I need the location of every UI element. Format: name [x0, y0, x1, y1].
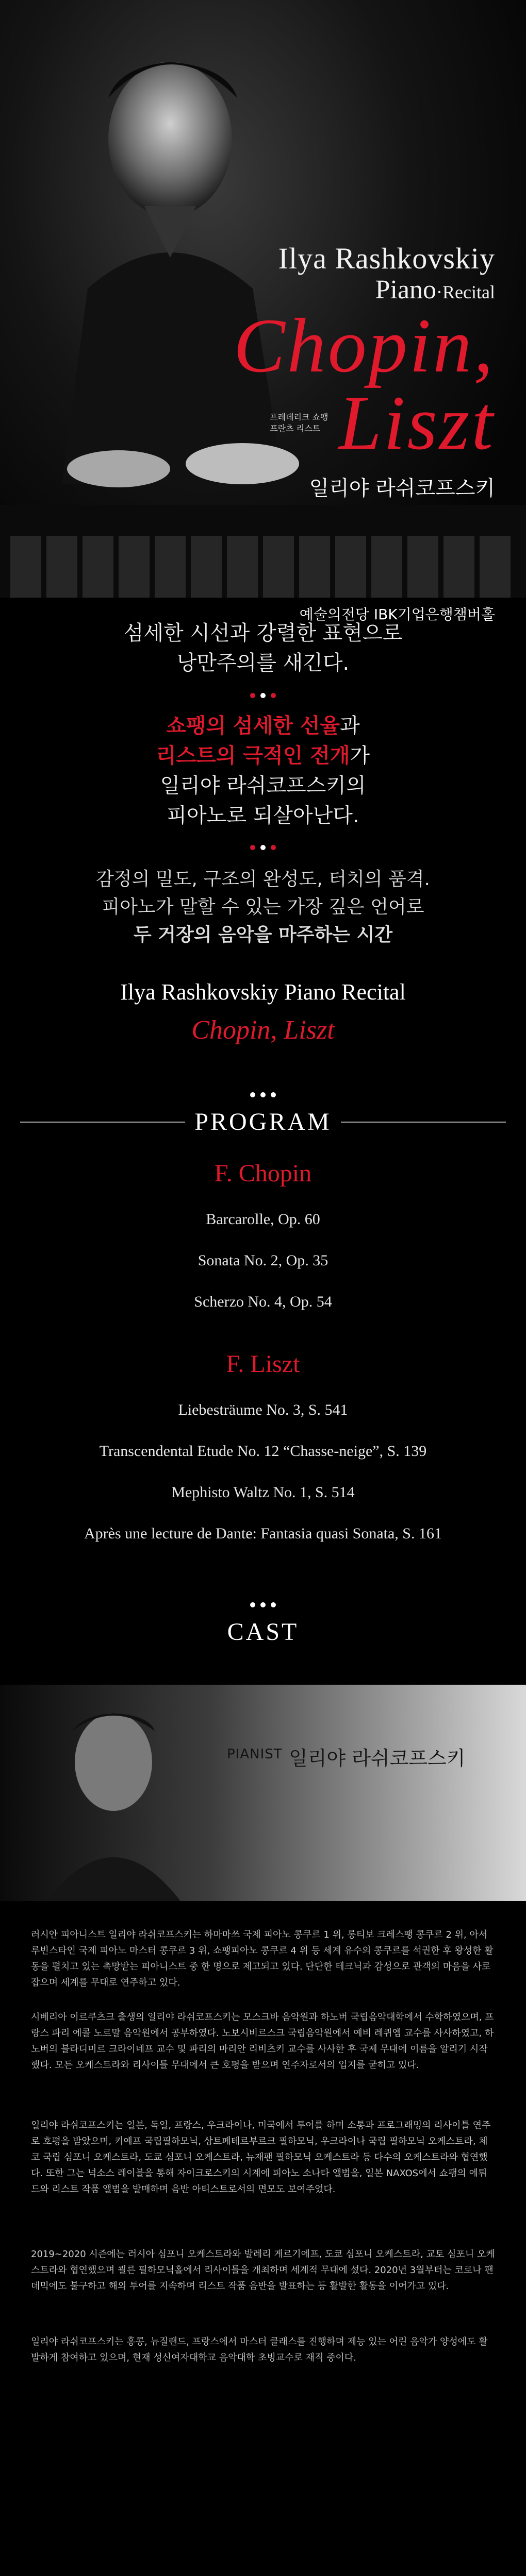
hero-venue: 예술의전당 IBK기업은행챔버홀: [299, 606, 495, 623]
cast-heading: [0, 1618, 526, 1646]
program-dots: [0, 1092, 526, 1097]
hero-name-en: Ilya Rashkovskiy: [278, 242, 495, 275]
hero-piano: Piano: [375, 275, 437, 304]
cast-pianist-name: 일리야 라쉬코프스키: [289, 1747, 466, 1770]
piano-keys-image: [0, 505, 526, 598]
recital-subtitle: Chopin, Liszt: [191, 1015, 335, 1045]
dot-icon: [271, 1602, 276, 1607]
intro-line-9: 두 거장의 음악을 마주하는 시간: [133, 924, 393, 945]
bio-paragraph: 시베리아 이르쿠츠크 출생의 일리야 라쉬코프스키는 모스크바 음악원과 하노버 국립음악대학에서 수학하였으며, 프랑스 파리 에콜 노르말 음악원에서 공부하였다. 노보시비르스크 국립음악원에서 예비 레퀴엠 교수를 사사하였고, 하노버의 블라디미르 크라이네프 교수 및 파리의 마리안 리비츠키 교수를 사사한 후 국제 무대에 이름을 알리기 시작했다. 모든 오케스트라와 리사이틀 무대에서 큰 호평을 받으며 연주자로서의 입지를 굳히고 있다.: [31, 2012, 494, 2071]
program-piece: Sonata No. 2, Op. 35: [198, 1252, 328, 1269]
divider-line: [341, 1122, 506, 1123]
dot-icon: [271, 1092, 276, 1097]
cast-role-label: PIANIST: [227, 1747, 283, 1762]
intro-liszt-red: 리스트의 극적인 전개: [156, 744, 350, 768]
recital-title: Ilya Rashkovskiy Piano Recital: [120, 979, 406, 1005]
intro-block-2: [0, 711, 526, 831]
hero-recital: Recital: [442, 282, 495, 302]
hero-section: [0, 0, 526, 623]
intro-block-3: [0, 866, 526, 949]
intro-line-6: 피아노로 되살아난다.: [167, 804, 359, 827]
intro-line-1: 섬세한 시선과 강렬한 표현으로: [123, 621, 403, 645]
dot-icon: [250, 1602, 255, 1607]
dot-icon: [260, 1602, 266, 1607]
composer-liszt: F. Liszt: [226, 1350, 300, 1378]
divider-line: [20, 1122, 185, 1123]
dot-icon: [260, 693, 266, 698]
hero-composers-kr: [270, 412, 328, 434]
intro-line-2: 낭만주의를 새긴다.: [176, 651, 350, 675]
intro-block-1: [0, 618, 526, 678]
dot-icon: [250, 693, 255, 698]
program-piece: Transcendental Etude No. 12 “Chasse-neige”, S. 139: [99, 1443, 427, 1460]
dot-icon: [250, 845, 255, 850]
composer-chopin: F. Chopin: [214, 1160, 312, 1187]
intro-chopin-red: 쇼팽의 섬세한 선율: [166, 714, 340, 738]
hero-title-kr: 일리야 라쉬코프스키: [309, 477, 495, 500]
program-piece: Mephisto Waltz No. 1, S. 514: [171, 1484, 355, 1501]
cast-photo-banner: [0, 1685, 526, 1901]
bio-paragraph: 일리야 라쉬코프스키는 일본, 독일, 프랑스, 우크라이나, 미국에서 투어를 하며 소통과 프로그래밍의 리사이틀 연주로 호평을 받았으며, 키예프 국립필하모닉, 상트페테르부르크 필하모닉, 우크라이나 국립 필하모닉 오케스트라, 체코 국립 심포니 오케스트라, 도쿄 심포니 오케스트라, 뉴재팬 필하모닉 오케스트라 등 다수의 오케스트라와 협연했다. 또한 그는 넉소스 레이블을 통해 자이크로스키의 시계에 피아노 소나타 앨범을, 일본 NAXOS에서 쇼팽의 에튀드와 리스트 작품 앨범을 발매하며 음반 아티스트로서의 면모도 보여주었다.: [31, 2120, 491, 2195]
bio-paragraph: 러시안 피아니스트 일리야 라쉬코프스키는 하마마쓰 국제 피아노 콩쿠르 1 위, 롱티보 크레스팽 콩쿠르 2 위, 아서 루빈스타인 국제 피아노 마스터 콩쿠르 3 위, 쇼팽피아노 콩쿠르 4 위 등 세계 유수의 콩쿠르를 석권한 후 왕성한 활동을 펼치고 있는 촉망받는 피아니스트 중 한 명으로 제고되고 있다. 단단한 테크닉과 감성으로 관객의 마음을 사로잡으며 세계를 무대로 연주하고 있다.: [31, 1929, 494, 1988]
bio-paragraph: 일리야 라쉬코프스키는 홍콩, 뉴질랜드, 프랑스에서 마스터 클래스를 진행하며 제능 있는 어린 음악가 양성에도 활발하게 참여하고 있으며, 현재 성신여자대학교 음악대학 초빙교수로 재직 중이다.: [31, 2336, 488, 2363]
divider-dots-2: [0, 845, 526, 850]
program-piece: Liebesträume No. 3, S. 541: [178, 1401, 348, 1418]
hero-composer-kr-2: 프란츠 리스트: [270, 423, 321, 433]
bio-paragraph: 2019~2020 시즌에는 러시아 심포니 오케스트라와 발레리 게르기에프, 도쿄 심포니 오케스트라, 교토 심포니 오케스트라와 협연했으며 쾰른 필하모닉홀에서 리사이틀을 개최하며 세계적 무대에 섰다. 2020년 3월부터는 코로나 팬데믹에도 불구하고 해외 투어를 지속하며 리스트 작품 음반을 발표하는 등 활발한 활동을 이어가고 있다.: [31, 2249, 495, 2292]
intro-line-5: 일리야 라쉬코프스키의: [160, 774, 366, 798]
dot-icon: [250, 1092, 255, 1097]
dot-icon: [271, 845, 276, 850]
program-heading-text: PROGRAM: [194, 1108, 332, 1136]
hero-piano-recital: Piano·Recital: [375, 275, 495, 304]
hero-chopin: Chopin,: [233, 303, 495, 388]
dot-icon: [260, 1092, 266, 1097]
hero-composer-kr-1: 프레데리크 쇼팽: [270, 412, 328, 422]
program-piece: Scherzo No. 4, Op. 54: [194, 1293, 332, 1310]
divider-dots-1: [0, 693, 526, 698]
intro-line-8: 피아노가 말할 수 있는 가장 깊은 언어로: [102, 896, 424, 918]
cast-heading-text: CAST: [227, 1618, 299, 1646]
intro-line-4-rest: 가: [350, 744, 370, 768]
hero-liszt: Liszt: [338, 380, 495, 466]
dot-icon: [271, 693, 276, 698]
intro-line-3-rest: 과: [340, 714, 360, 738]
pianist-photo-image: [0, 1685, 206, 1901]
program-piece: Après une lecture de Dante: Fantasia quasi Sonata, S. 161: [84, 1525, 442, 1542]
intro-line-7: 감정의 밀도, 구조의 완성도, 터치의 품격.: [96, 869, 430, 890]
dot-icon: [260, 845, 266, 850]
program-piece: Barcarolle, Op. 60: [206, 1211, 320, 1228]
cast-dots: [0, 1602, 526, 1607]
program-heading: [0, 1108, 526, 1136]
